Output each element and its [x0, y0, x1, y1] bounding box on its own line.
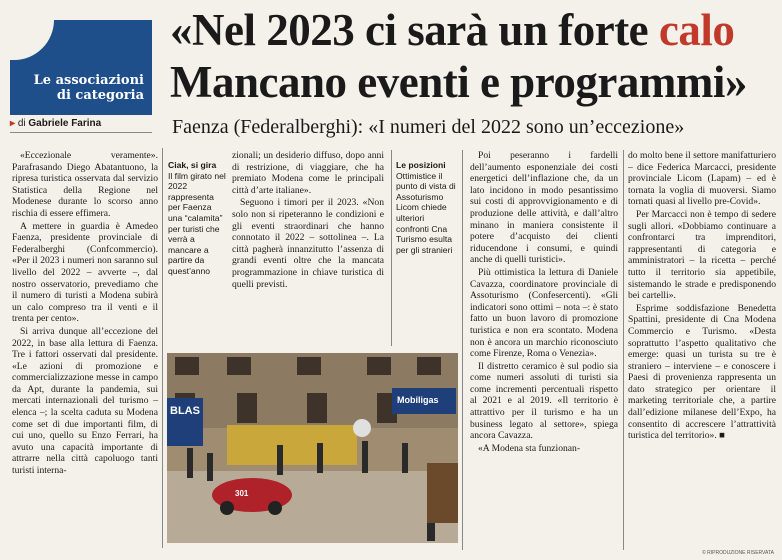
article-column-1 [12, 150, 158, 478]
car-number: 301 [235, 489, 249, 498]
paragraph: Si arriva dunque all’eccezione del 2022, in base alla lettura di Faenza. Tre i fattori osservati dal presidente. «Le azioni di promozione e commercializzazione messe in campo da Apt, durante la pandemia, sui mercati internazionali del turismo – elenca –; la scelta caduta su Modena come set di due importanti film, di cui uno, quello su Enzo Ferrari, ha avuto una capacità importante di attrarre nella città capoluogo tanti turisti interna- [12, 325, 158, 477]
end-of-article-icon: ■ [719, 430, 725, 442]
paragraph: «Eccezionale veramente». Parafrasando Diego Abatantuono, la ripresa turistica osservata dal servizio Statistica della Regione nel Modenese durante lo scorso anno rischia di essere effimera. [12, 150, 158, 219]
byline-mark-icon: ▸ [10, 118, 16, 129]
headline-text: «Nel 2023 ci sarà un forte [170, 5, 659, 55]
column-divider [162, 148, 163, 548]
paragraph: Per Marcacci non è tempo di sedere sugli allori. «Dobbiamo continuare a confrontarci tra imprenditori, rappresentanti di categoria e amministratori – la ricetta – perché tutto il territorio sia appetibile, sistemando le strade e predisponendo bei cartelli». [628, 208, 776, 302]
paragraph: Il distretto ceramico è sul podio sia come numeri assoluti di turisti sia come incrementi percentuali rispetto al 2021 e al 2019. «Il territorio è attrattivo per il turismo e ha un business legato al settore», spiega ancora Cavazza. [470, 360, 618, 442]
copyright-credit: © RIPRODUZIONE RISERVATA [702, 550, 774, 556]
newspaper-logo-icon [10, 20, 54, 60]
article-column-2 [232, 150, 384, 291]
photo-illustration [167, 353, 458, 543]
article-column-3 [470, 150, 618, 455]
subheadline: Faenza (Federalberghi): «I numeri del 2022 sono un’eccezione» [172, 116, 685, 138]
column-divider [462, 150, 463, 550]
byline [10, 118, 101, 129]
article-column-4 [628, 150, 776, 443]
headline-line-1 [170, 4, 780, 56]
column-divider [623, 150, 624, 550]
section-label: Le associazioni di categoria [33, 73, 144, 103]
note-text: Il film girato nel 2022 rappresenta per Faenza una “calamita” per turisti che verrà a mancare a partire da quest’anno [168, 170, 226, 276]
section-box [10, 20, 152, 115]
note-text: Ottimistice il punto di vista di Assoturismo Licom chiede ulteriori confronti Cna Turismo esulta per gli stranieri [396, 170, 456, 255]
paragraph: Poi peseranno i fardelli dell’aumento esponenziale dei costi energetici dell’inflazione che, da un lato incidono in modo pesantissimo sui costi di approvvigionamento e di produzione delle attività, e dall’altro minano in maniera consistente il potere d’acquisto dei clienti riducendone i consumi, e quindi anche di quelli turistici». [470, 150, 618, 266]
headline [170, 4, 780, 108]
sidebar-note-ciak [168, 160, 228, 277]
headline-line-2: Mancano eventi e programmi» [170, 57, 747, 107]
byline-author: Gabriele Farina [28, 118, 102, 129]
photo-mille-miglia [167, 353, 458, 543]
paragraph: A mettere in guardia è Amedeo Faenza, presidente provinciale di Federalberghi (Confcommercio). «Per il 2023 i numeri non saranno sul livello del 2022 – avverte –, dal nostro osservatorio, prevediamo che il numero di turisti a Modena subirà un calo compreso tra il venti e il trenta per cento». [12, 220, 158, 325]
sidebar-note-posizioni [396, 160, 458, 255]
paragraph: zionali; un desiderio diffuso, dopo anni di restrizione, di viaggiare, che ha premiato Modena come le principali città d’arte italiane». [232, 150, 384, 196]
paragraph: Più ottimistica la lettura di Daniele Cavazza, coordinatore provinciale di Assoturismo (Confesercenti). «Gli indicatori sono ottimi – nota –: è stato fatto un buon lavoro di promozione turistica e non era scontato. Modena non è ancora un marchio riconosciuto come Firenze, Roma o Venezia». [470, 266, 618, 360]
headline-highlight: calo [658, 5, 735, 55]
paragraph: do molto bene il settore manifatturiero – dice Federica Marcacci, presidente provinciale Licom (Lapam) – ed è tornata la voglia di muoversi. Siamo tornati quasi al livello pre-Covid». [628, 150, 776, 208]
paragraph: «A Modena sta funzionan- [478, 442, 581, 454]
banner-left: BLAS [170, 405, 200, 417]
byline-rule [10, 132, 152, 133]
paragraph: Seguono i timori per il 2023. «Non solo non si ripeteranno le condizioni e gli eventi straordinari che hanno connotato il 2022 – sottolinea –. La città pagherà innanzitutto l’assenza di grandi eventi oltre che la mancata programmazione in chiave turistica di quelli previsti. [232, 197, 384, 290]
note-title: Le posizioni [396, 160, 446, 170]
paragraph [628, 303, 776, 442]
column-divider [391, 150, 392, 346]
byline-prefix: di [17, 118, 26, 129]
note-title: Ciak, si gira [168, 160, 217, 170]
banner-right: Mobiligas [397, 395, 439, 405]
paragraph-text: Esprime soddisfazione Benedetta Spattini, presidente di Cna Modena Commercio e Turismo. «Desta soprattutto l’aspetto qualitativo che emerge: quasi un turista su tre è straniero – interviene – e conoscere i Paesi di provenienza rappresenta un dato strategico per orientare il marketing territoriale che, a partire dall’edizione milanese dell’Expo, ha consentito di accrescere l’attrattività turistica del territorio». [628, 302, 776, 442]
